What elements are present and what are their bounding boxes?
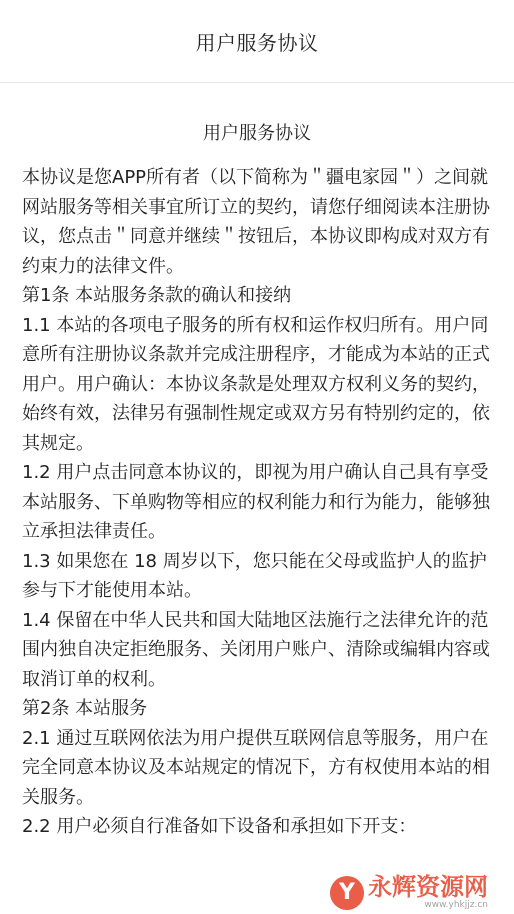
- title-bar: [0, 0, 514, 83]
- section-1-heading: 第1条 本站服务条款的确认和接纳: [22, 285, 292, 306]
- watermark-url: www.yhkjjz.cn: [424, 900, 488, 910]
- agreement-content[interactable]: [0, 83, 514, 914]
- clause-1-4: 1.4 保留在中华人民共和国大陆地区法施行之法律允许的范围内独自决定拒绝服务、关闭用户账户、清除或编辑内容或取消订单的权利。: [22, 609, 490, 690]
- watermark-text: [368, 875, 488, 910]
- section-2-heading: 第2条 本站服务: [22, 698, 148, 719]
- clause-1-1: 1.1 本站的各项电子服务的所有权和运作权归所有。用户同意所有注册协议条款并完成注册程序，才能成为本站的正式用户。用户确认：本协议条款是处理双方权利义务的契约，始终有效，法律另有强制性规定或双方另有特别约定的，依其规定。: [22, 314, 490, 454]
- intro-paragraph: 本协议是您APP所有者（以下简称为＂疆电家园＂）之间就网站服务等相关事宜所订立的契约，请您仔细阅读本注册协议，您点击＂同意并继续＂按钮后，本协议即构成对双方有约束力的法律文件。: [22, 167, 490, 277]
- clause-1-2: 1.2 用户点击同意本协议的，即视为用户确认自己具有享受本站服务、下单购物等相应的权利能力和行为能力，能够独立承担法律责任。: [22, 462, 490, 542]
- watermark: [330, 875, 488, 910]
- watermark-logo-icon: Y: [330, 876, 364, 910]
- clause-2-1: 2.1 通过互联网依法为用户提供互联网信息等服务，用户在完全同意本协议及本站规定的情况下，方有权使用本站的相关服务。: [22, 727, 490, 808]
- watermark-name: 永辉资源网: [368, 873, 488, 901]
- document-title: 用户服务协议: [203, 123, 311, 144]
- clause-1-3: 1.3 如果您在 18 周岁以下，您只能在父母或监护人的监护参与下才能使用本站。: [22, 550, 487, 601]
- page-title: 用户服务协议: [195, 30, 319, 55]
- clause-2-2: 2.2 用户必须自行准备如下设备和承担如下开支：: [22, 816, 417, 837]
- document-body: [0, 163, 514, 842]
